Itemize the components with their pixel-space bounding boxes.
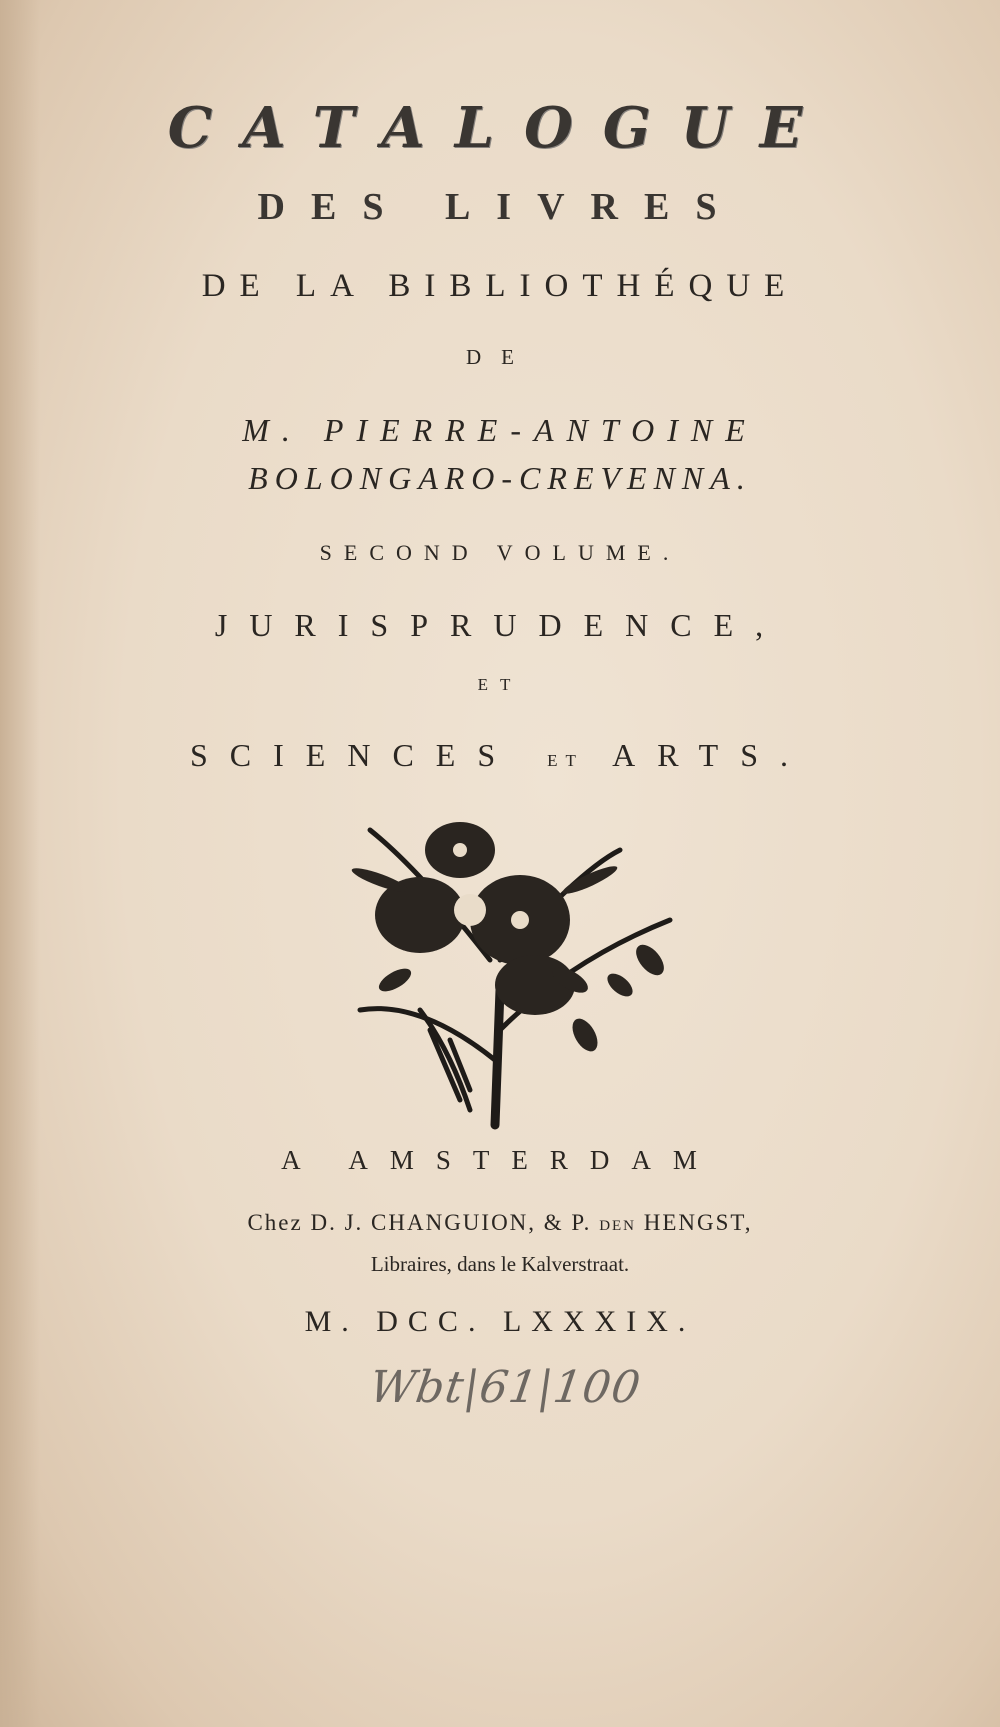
volume-label: SECOND VOLUME. (319, 540, 681, 565)
imprint-place: A AMSTERDAM (281, 1145, 719, 1175)
handwritten-shelfmark: Wbt|61|100 (366, 1362, 645, 1413)
publisher-name-a: Chez D. J. CHANGUION, & P. (247, 1210, 592, 1235)
title-line-de: DE (466, 345, 534, 369)
page-edge-shadow (0, 0, 40, 1727)
title-line-bibliotheque: DE LA BIBLIOTHÉQUE (201, 268, 799, 304)
owner-name-line1: M. PIERRE-ANTOINE (242, 412, 758, 448)
imprint-publisher (0, 1210, 1000, 1236)
title-line-des-livres: DES LIVRES (257, 186, 743, 228)
subject-conjunction: ET (477, 675, 523, 694)
subject-sciences-arts (0, 737, 1000, 774)
publisher-name-b: HENGST, (643, 1210, 753, 1235)
subject-jurisprudence: JURISPRUDENCE, (214, 607, 786, 643)
subject-arts: ARTS. (612, 737, 811, 773)
owner-name-line2: BOLONGARO-CREVENNA. (248, 460, 752, 496)
publisher-den: DEN (599, 1218, 637, 1234)
title: CATALOGUE (167, 95, 833, 161)
imprint-address: Libraires, dans le Kalverstraat. (370, 1252, 630, 1276)
flower-woodcut-illustration (320, 810, 700, 1130)
subject-sciences: SCIENCES (189, 737, 518, 773)
subject-et: ET (547, 751, 584, 770)
imprint-year: M. DCC. LXXXIX. (304, 1305, 696, 1338)
